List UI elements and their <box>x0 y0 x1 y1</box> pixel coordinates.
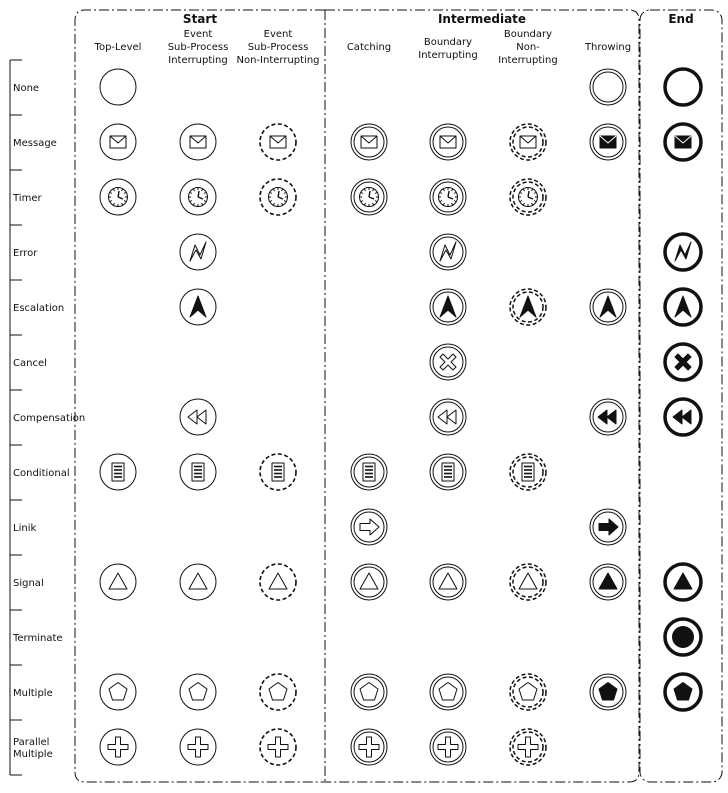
timer-esp-interrupting-event-icon <box>180 179 216 215</box>
multiple-esp-non-interrupting-event-icon <box>260 674 296 710</box>
column-header-top-level: Top-Level <box>94 42 142 53</box>
conditional-catching-event-icon <box>351 454 387 490</box>
row-label-cancel: Cancel <box>13 358 47 369</box>
start-group-title: Start <box>182 12 218 26</box>
multiple-catching-event-icon <box>351 674 387 710</box>
column-header-catching: Catching <box>346 42 392 53</box>
error-esp-interrupting-event-icon <box>180 234 216 270</box>
column-header-boundary-non-interrupting: Boundary <box>503 29 553 40</box>
column-header-esp-non-interrupting: Event <box>263 29 293 40</box>
escalation-esp-interrupting-event-icon <box>180 289 216 325</box>
row-label-signal: Signal <box>13 578 44 589</box>
cancel-boundary-interrupting-event-icon <box>430 344 466 380</box>
signal-catching-event-icon <box>351 564 387 600</box>
parallel-multiple-boundary-non-interrupting-event-icon <box>510 729 546 765</box>
escalation-boundary-interrupting-event-icon <box>430 289 466 325</box>
end-group-title: End <box>668 12 694 26</box>
column-header-boundary-non-interrupting: Non- <box>516 42 540 53</box>
error-end-event-icon <box>665 234 701 270</box>
parallel-multiple-boundary-interrupting-event-icon <box>430 729 466 765</box>
signal-throwing-event-icon <box>590 564 626 600</box>
column-header-esp-non-interrupting: Non-Interrupting <box>236 55 320 66</box>
signal-top-level-event-icon <box>100 564 136 600</box>
timer-boundary-non-interrupting-event-icon <box>510 179 546 215</box>
row-label-error: Error <box>13 248 38 259</box>
none-end-event-icon <box>665 69 701 105</box>
conditional-esp-non-interrupting-event-icon <box>260 454 296 490</box>
timer-boundary-interrupting-event-icon <box>430 179 466 215</box>
conditional-top-level-event-icon <box>100 454 136 490</box>
multiple-esp-interrupting-event-icon <box>180 674 216 710</box>
message-esp-non-interrupting-event-icon <box>260 124 296 160</box>
signal-boundary-interrupting-event-icon <box>430 564 466 600</box>
parallel-multiple-top-level-event-icon <box>100 729 136 765</box>
error-boundary-interrupting-event-icon <box>430 234 466 270</box>
message-esp-interrupting-event-icon <box>180 124 216 160</box>
parallel-multiple-catching-event-icon <box>351 729 387 765</box>
row-label-escalation: Escalation <box>13 303 65 314</box>
parallel-multiple-esp-non-interrupting-event-icon <box>260 729 296 765</box>
message-throwing-event-icon <box>590 124 626 160</box>
row-label-parallel-multiple: Parallel <box>13 737 50 748</box>
parallel-multiple-esp-interrupting-event-icon <box>180 729 216 765</box>
escalation-boundary-non-interrupting-event-icon <box>510 289 546 325</box>
row-label-terminate: Terminate <box>13 633 63 644</box>
column-header-esp-interrupting: Interrupting <box>168 55 228 66</box>
column-header-boundary-interrupting: Boundary <box>423 37 473 48</box>
signal-esp-non-interrupting-event-icon <box>260 564 296 600</box>
row-label-parallel-multiple: Multiple <box>13 749 53 760</box>
cancel-end-event-icon <box>665 344 701 380</box>
message-catching-event-icon <box>351 124 387 160</box>
row-label-link: Linik <box>13 523 37 534</box>
none-throwing-event-icon <box>590 69 626 105</box>
row-label-timer: Timer <box>13 193 42 204</box>
column-header-esp-non-interrupting: Sub-Process <box>247 42 309 53</box>
message-end-event-icon <box>665 124 701 160</box>
row-label-conditional: Conditional <box>13 468 70 479</box>
none-top-level-event-icon <box>100 69 136 105</box>
compensation-throwing-event-icon <box>590 399 626 435</box>
multiple-throwing-event-icon <box>590 674 626 710</box>
column-header-esp-interrupting: Sub-Process <box>167 42 229 53</box>
compensation-esp-interrupting-event-icon <box>180 399 216 435</box>
column-header-boundary-non-interrupting: Interrupting <box>498 55 558 66</box>
intermediate-group-title: Intermediate <box>437 12 527 26</box>
row-label-none: None <box>13 83 40 94</box>
conditional-boundary-non-interrupting-event-icon <box>510 454 546 490</box>
escalation-end-event-icon <box>665 289 701 325</box>
row-labels <box>10 60 85 775</box>
column-header-esp-interrupting: Event <box>183 29 213 40</box>
timer-catching-event-icon <box>351 179 387 215</box>
multiple-boundary-interrupting-event-icon <box>430 674 466 710</box>
signal-esp-interrupting-event-icon <box>180 564 216 600</box>
column-header-throwing: Throwing <box>584 42 632 53</box>
group-frames <box>75 10 722 782</box>
column-header-boundary-interrupting: Interrupting <box>418 50 478 61</box>
compensation-boundary-interrupting-event-icon <box>430 399 466 435</box>
timer-top-level-event-icon <box>100 179 136 215</box>
signal-end-event-icon <box>665 564 701 600</box>
message-top-level-event-icon <box>100 124 136 160</box>
message-boundary-non-interrupting-event-icon <box>510 124 546 160</box>
multiple-boundary-non-interrupting-event-icon <box>510 674 546 710</box>
row-label-multiple: Multiple <box>13 688 53 699</box>
timer-esp-non-interrupting-event-icon <box>260 179 296 215</box>
link-catching-event-icon <box>351 509 387 545</box>
multiple-end-event-icon <box>665 674 701 710</box>
row-label-message: Message <box>13 138 57 149</box>
compensation-end-event-icon <box>665 399 701 435</box>
terminate-end-event-icon <box>665 619 701 655</box>
conditional-esp-interrupting-event-icon <box>180 454 216 490</box>
signal-boundary-non-interrupting-event-icon <box>510 564 546 600</box>
conditional-boundary-interrupting-event-icon <box>430 454 466 490</box>
escalation-throwing-event-icon <box>590 289 626 325</box>
header-labels <box>94 12 694 66</box>
link-throwing-event-icon <box>590 509 626 545</box>
event-symbols <box>100 69 701 765</box>
message-boundary-interrupting-event-icon <box>430 124 466 160</box>
row-label-compensation: Compensation <box>13 413 86 424</box>
multiple-top-level-event-icon <box>100 674 136 710</box>
